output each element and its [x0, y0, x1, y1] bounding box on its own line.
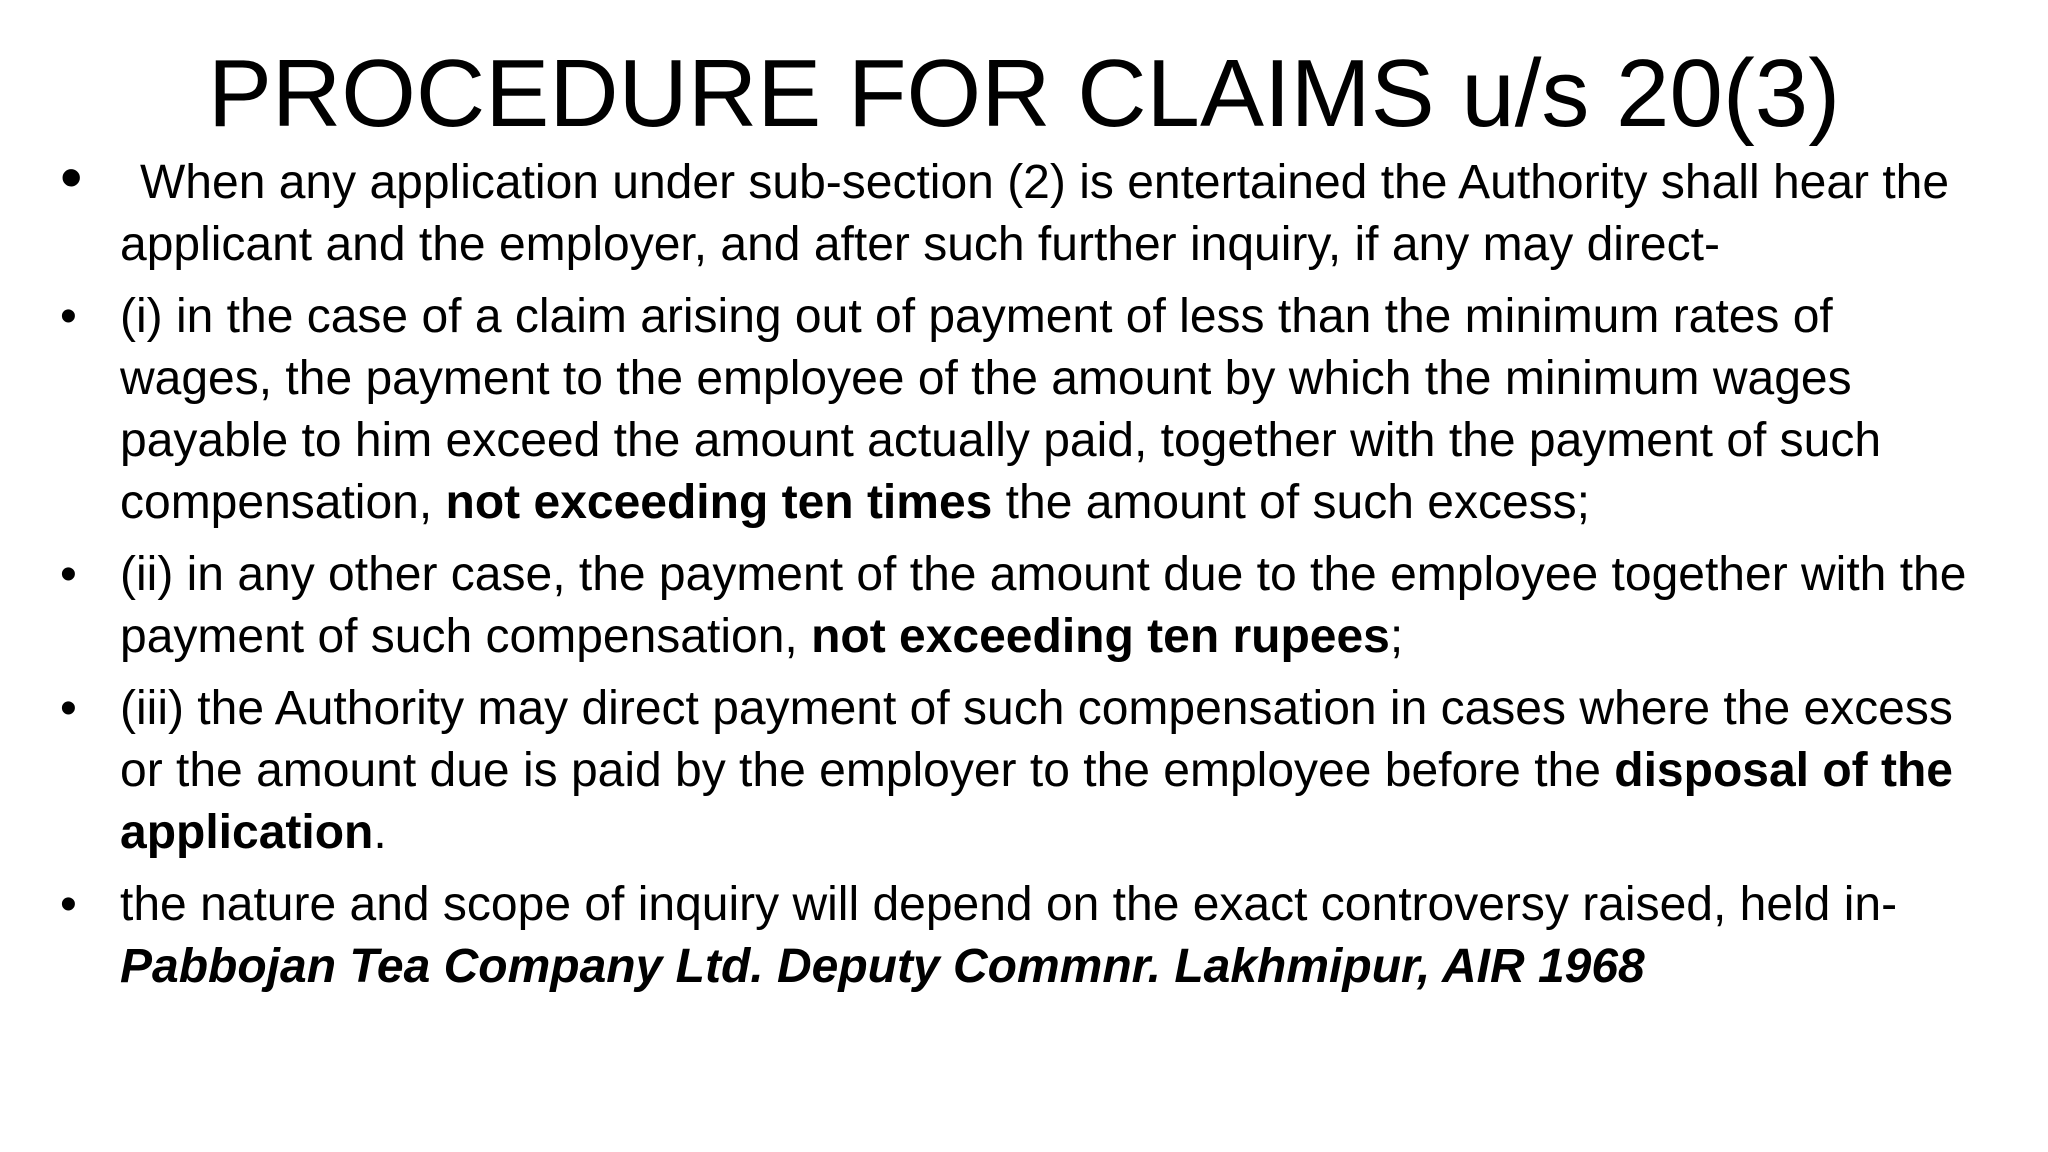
bullet-icon: •: [60, 290, 77, 343]
bullet-text-tail: .: [373, 806, 387, 859]
bullet-text: (i) in the case of a claim arising out of payment of less than the minimum rates of wages, the payment to the employee of the amount by which the minimum wages payable to him exceed the amount actually paid, together with the payment of such compensation,: [120, 290, 1882, 529]
bullet-emphasis: disposal of the application: [120, 744, 1953, 859]
case-citation: Pabbojan Tea Company Ltd. Deputy Commnr. Lakhmipur, AIR 1968: [120, 940, 1645, 993]
bullet-icon: •: [60, 141, 83, 213]
bullet-icon: •: [60, 548, 77, 601]
bullet-item-case-law: [0, 874, 2048, 998]
bullet-item-clause-ii: [0, 544, 2048, 668]
bullet-text: the nature and scope of inquiry will depend on the exact controversy raised, held in-: [120, 878, 1898, 931]
bullet-item-clause-iii: [0, 678, 2048, 864]
bullet-item-intro: [0, 141, 2048, 276]
bullet-icon: •: [60, 878, 77, 931]
bullet-list: [0, 141, 2048, 1008]
bullet-text-tail: the amount of such excess;: [992, 476, 1590, 529]
bullet-text: When any application under sub-section (2) is entertained the Authority shall hear the applicant and the employer, and after such further inquiry, if any may direct-: [120, 156, 1950, 271]
bullet-text-tail: ;: [1389, 610, 1404, 663]
bullet-icon: •: [60, 682, 77, 735]
bullet-emphasis: not exceeding ten rupees: [811, 610, 1390, 663]
bullet-emphasis: not exceeding ten times: [445, 476, 993, 529]
bullet-text: (iii) the Authority may direct payment of such compensation in cases where the excess or the amount due is paid by the employer to the employee before the: [120, 682, 1953, 797]
slide-title: PROCEDURE FOR CLAIMS u/s 20(3): [207, 40, 1841, 147]
bullet-text: (ii) in any other case, the payment of the amount due to the employee together with the payment of such compensation,: [120, 548, 1967, 663]
bullet-item-clause-i: [0, 286, 2048, 534]
